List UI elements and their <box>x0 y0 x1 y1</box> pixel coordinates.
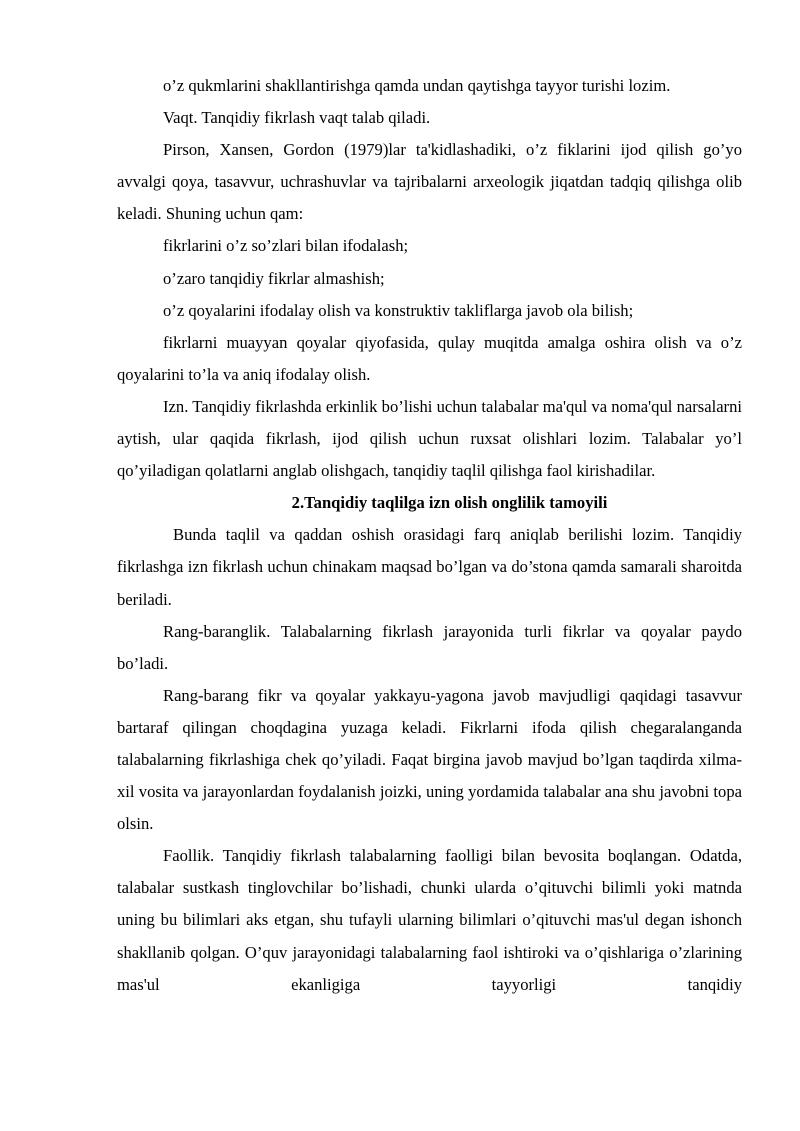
paragraph-1: o’z qukmlarini shakllantirishga qamda undan qaytishga tayyor turishi lozim. <box>163 76 671 95</box>
paragraph-3: Pirson, Xansen, Gordon (1979)lar ta'kidlashadiki, o’z fiklarini ijod qilish go’yo avvalgi qoya, tasavvur, uchrashuvlar va tajribalarni arxeologik jiqatdan tadqiq qilishga olib keladi. Shuning uchun qam: <box>117 140 742 224</box>
paragraph-6: o’z qoyalarini ifodalay olish va konstruktiv takliflarga javob ola bilish; <box>163 300 634 320</box>
paragraph-5: o’zaro tanqidiy fikrlar almashish; <box>163 268 385 288</box>
paragraph-8: Izn. Tanqidiy fikrlashda erkinlik bo’lishi uchun talabalar ma'qul va noma'qul narsalarni aytish, ular qaqida fikrlash, ijod qilish uchun ruxsat olishlari lozim. Talabalar yo’l qo’yiladigan qolatlarni anglab olishgach, tanqidiy taqlil qilishga faol kirishadilar. <box>117 396 742 481</box>
paragraph-12: Faollik. Tanqidiy fikrlash talabalarning faolligi bilan bevosita boqlangan. Odatda, talabalar sustkash tinglovchilar bo’lishadi, chunki ularda o’qituvchi bilimli yoki matnda uning bu bilimlari aks etgan, shu tufayli ularning bilimlari o’qituvchi mas'ul degan ishonch shakllanib qolgan. O’quv jarayonidagi talabalarning faol ishtiroki va o’qishlariga o’zlarining mas'ul ekanligiga tayyorligi tanqidiy <box>117 846 742 994</box>
paragraph-7: fikrlarni muayyan qoyalar qiyofasida, qulay muqitda amalga oshira olish va o’z qoyalarini to’la va aniq ifodalay olish. <box>117 332 742 384</box>
paragraph-11: Rang-barang fikr va qoyalar yakkayu-yagona javob mavjudligi qaqidagi tasavvur bartaraf qilingan choqdagina yuzaga keladi. Fikrlarni ifoda qilish chegaralanganda talabalarning fikrlashiga chek qo’yiladi. Faqat birgina javob mavjud bo’lgan taqdirda xilma-xil vosita va jarayonlardan foydalanish joizki, uning yordamida talabalar ana shu javobni topa olsin. <box>117 685 742 834</box>
document-page <box>117 70 742 1001</box>
paragraph-2: Vaqt. Tanqidiy fikrlash vaqt talab qiladi. <box>163 108 431 128</box>
section-heading: 2.Tanqidiy taqlilga izn olish onglilik tamoyili <box>291 493 608 513</box>
paragraph-4: fikrlarini o’z so’zlari bilan ifodalash; <box>163 236 409 256</box>
paragraph-10: Rang-baranglik. Talabalarning fikrlash jarayonida turli fikrlar va qoyalar paydo bo’ladi. <box>117 621 742 673</box>
paragraph-9: Bunda taqlil va qaddan oshish orasidagi farq aniqlab berilishi lozim. Tanqidiy fikrlashga izn fikrlash uchun chinakam maqsad bo’lgan va do’stona qamda samarali sharoitda beriladi. <box>117 525 742 609</box>
